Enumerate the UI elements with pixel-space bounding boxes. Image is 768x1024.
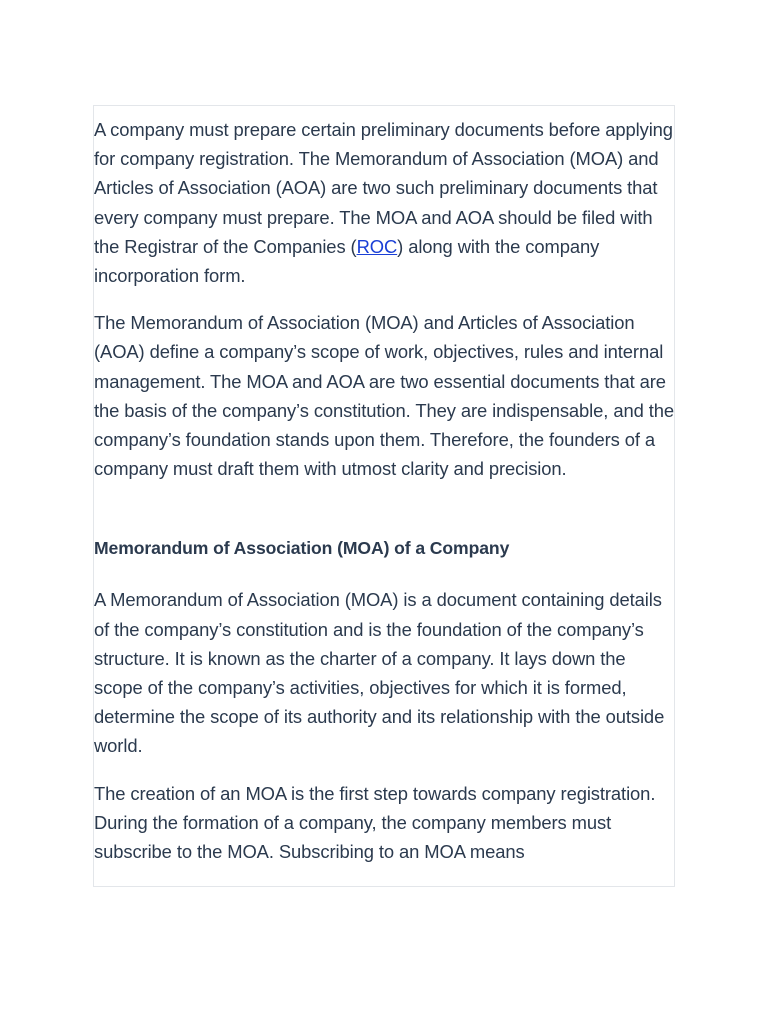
roc-link[interactable]: ROC <box>356 235 398 257</box>
intro-paragraph <box>94 115 675 290</box>
moa-creation-paragraph: The creation of an MOA is the first step towards company registration. During the formation of a company, the company members must subscribe to the MOA. Subscribing to an MOA means <box>94 782 656 863</box>
document-content <box>94 115 675 866</box>
intro-text-before-link: A company must prepare certain preliminary documents before applying for company registration. The Memorandum of Association (MOA) and Articles of Association (AOA) are two such preliminary documents that every company must prepare. The MOA and AOA should be filed with the Registrar of the Companies ( <box>94 119 673 257</box>
moa-description-paragraph: A Memorandum of Association (MOA) is a document containing details of the company’s constitution and is the foundation of the company’s structure. It is known as the charter of a company. It lays down the scope of the company’s activities, objectives for which it is formed, determine the scope of its authority and its relationship with the outside world. <box>94 589 665 757</box>
intro-text-after-link: ) along with the company incorporation form. <box>94 235 600 287</box>
document-page <box>93 105 675 887</box>
definition-paragraph: The Memorandum of Association (MOA) and Articles of Association (AOA) define a company’s scope of work, objectives, rules and internal management. The MOA and AOA are two essential documents that are the basis of the company’s constitution. They are indispensable, and the company’s foundation stands upon them. Therefore, the founders of a company must draft them with utmost clarity and precision. <box>94 312 674 480</box>
section-heading: Memorandum of Association (MOA) of a Company <box>94 538 510 559</box>
